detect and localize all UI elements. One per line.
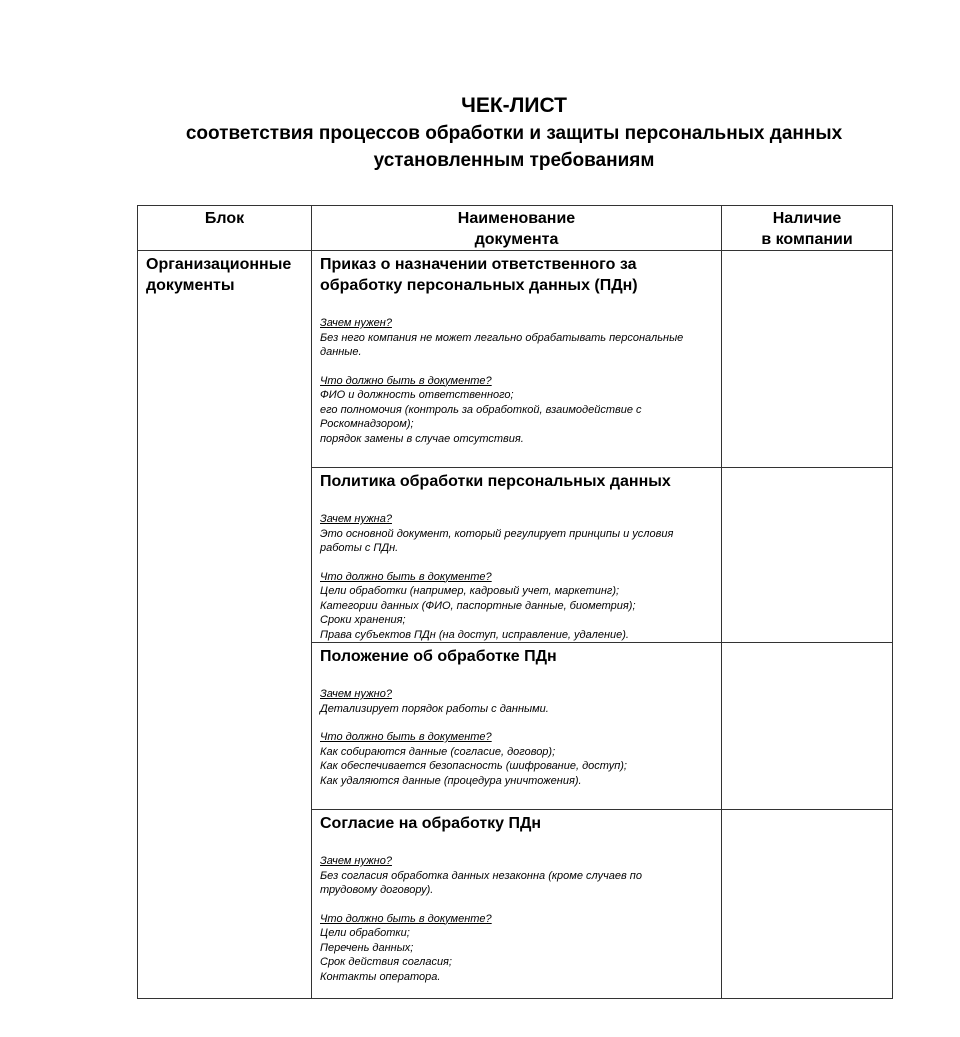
- what-line: Контакты оператора.: [320, 970, 441, 983]
- header-name: [312, 206, 722, 251]
- what-heading: Что должно быть в документе?: [320, 731, 492, 743]
- why-heading: Зачем нужен?: [320, 317, 392, 329]
- document-header: [68, 92, 960, 174]
- table-header-row: [138, 206, 893, 251]
- document-subtitle-line2: установленным требованиям: [373, 150, 655, 171]
- what-line: Цели обработки (например, кадровый учет, маркетинг);: [320, 585, 620, 597]
- what-line: Как удаляются данные (процедура уничтожения).: [320, 774, 582, 787]
- what-line: его полномочия (контроль за обработкой, взаимодействие с: [320, 403, 642, 416]
- checklist-table: [137, 205, 893, 999]
- document-title-cell: [320, 254, 713, 296]
- header-have-line2: в компании: [761, 231, 853, 248]
- document-cell: [312, 810, 722, 999]
- why-line: Без согласия обработка данных незаконна (кроме случаев по: [320, 869, 642, 882]
- availability-cell[interactable]: [722, 643, 893, 810]
- availability-cell[interactable]: [722, 468, 893, 643]
- document-title: ЧЕК-ЛИСТ: [461, 94, 567, 117]
- why-line: Детализирует порядок работы с данными.: [320, 702, 549, 715]
- document-cell: [312, 643, 722, 810]
- why-line: работы с ПДн.: [320, 542, 399, 554]
- table-row: [138, 251, 893, 468]
- why-heading: Зачем нужно?: [320, 855, 392, 867]
- what-line: Как обеспечивается безопасность (шифрование, доступ);: [320, 760, 627, 772]
- availability-cell[interactable]: [722, 810, 893, 999]
- what-heading: Что должно быть в документе?: [320, 570, 492, 583]
- why-line: Без него компания не может легально обрабатывать персональные: [320, 331, 684, 344]
- doc-title-line: Приказ о назначении ответственного за: [320, 256, 637, 273]
- block-label-line1: Организационные: [146, 256, 292, 273]
- what-line: порядок замены в случае отсутствия.: [320, 432, 524, 445]
- why-line: Это основной документ, который регулирует принципы и условия: [320, 527, 674, 540]
- what-line: Перечень данных;: [320, 941, 414, 954]
- header-block: [138, 206, 312, 251]
- what-line: Права субъектов ПДн (на доступ, исправление, удаление).: [320, 628, 629, 641]
- doc-title-line: Согласие на обработку ПДн: [320, 815, 542, 832]
- why-heading: Зачем нужно?: [320, 688, 392, 700]
- doc-title-line: Политика обработки персональных данных: [320, 473, 671, 490]
- header-name-line2: документа: [474, 231, 559, 248]
- why-line: трудовому договору).: [320, 884, 434, 896]
- document-title-cell: [320, 813, 713, 834]
- what-line: Срок действия согласия;: [320, 956, 452, 968]
- block-cell: [138, 251, 312, 999]
- what-line: Категории данных (ФИО, паспортные данные, биометрия);: [320, 599, 636, 612]
- why-heading: Зачем нужна?: [320, 513, 392, 525]
- document-cell: [312, 468, 722, 643]
- header-block-label: Блок: [204, 210, 245, 227]
- why-line: данные.: [320, 346, 362, 358]
- what-heading: Что должно быть в документе?: [320, 912, 492, 925]
- availability-cell[interactable]: [722, 251, 893, 468]
- document-title-cell: [320, 471, 713, 492]
- what-line: Цели обработки;: [320, 927, 410, 939]
- block-label-line2: документы: [146, 277, 235, 294]
- header-name-line1: Наименование: [457, 210, 576, 227]
- document-subtitle-line1: соответствия процессов обработки и защиты персональных данных: [185, 123, 843, 144]
- what-line: Как собираются данные (согласие, договор);: [320, 745, 556, 758]
- what-line: Сроки хранения;: [320, 614, 406, 626]
- header-have-line1: Наличие: [772, 210, 842, 227]
- doc-title-line: Положение об обработке ПДн: [320, 648, 557, 665]
- document-cell: [312, 251, 722, 468]
- header-availability: [722, 206, 893, 251]
- what-heading: Что должно быть в документе?: [320, 374, 492, 387]
- doc-title-line: обработку персональных данных (ПДн): [320, 277, 638, 294]
- what-line: ФИО и должность ответственного;: [320, 389, 514, 401]
- document-title-cell: [320, 646, 713, 667]
- what-line: Роскомнадзором);: [320, 418, 414, 430]
